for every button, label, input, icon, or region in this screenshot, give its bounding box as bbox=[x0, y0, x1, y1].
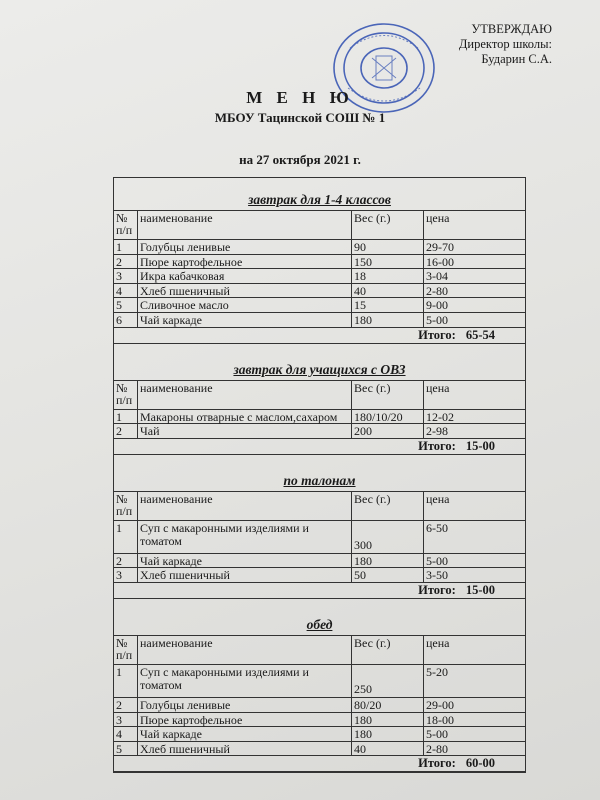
cell-name: Голубцы ленивые bbox=[138, 698, 352, 712]
cell-name: Суп с макаронными изделиями и томатом bbox=[138, 665, 352, 697]
cell-weight: 15 bbox=[352, 298, 424, 312]
cell-weight: 40 bbox=[352, 742, 424, 756]
section-title bbox=[114, 350, 525, 381]
cell-num: 5 bbox=[114, 742, 138, 756]
cell-num: 2 bbox=[114, 554, 138, 568]
cell-name: Пюре картофельное bbox=[138, 713, 352, 727]
cell-name: Пюре картофельное bbox=[138, 255, 352, 269]
cell-price: 5-20 bbox=[426, 664, 448, 679]
cell-num: 1 bbox=[114, 665, 138, 697]
total-label: Итого: bbox=[418, 438, 456, 453]
cell-price: 2-98 bbox=[426, 424, 448, 439]
menu-section bbox=[114, 605, 525, 772]
table-header-row bbox=[114, 211, 525, 240]
cell-weight: 40 bbox=[352, 284, 424, 298]
section-title-text: завтрак для учащихся с ОВЗ bbox=[233, 361, 406, 377]
menu-date: на 27 октября 2021 г. bbox=[239, 152, 361, 167]
section-title-text: по талонам bbox=[283, 472, 356, 488]
total-value: 60-00 bbox=[465, 756, 495, 771]
total-label: Итого: bbox=[418, 327, 456, 342]
cell-num: 2 bbox=[114, 255, 138, 269]
table-row bbox=[114, 521, 525, 554]
menu-section bbox=[114, 350, 525, 461]
cell-weight: 250 bbox=[352, 665, 424, 697]
table-row bbox=[114, 255, 525, 270]
cell-name: Суп с макаронными изделиями и томатом bbox=[138, 521, 352, 553]
section-title bbox=[114, 178, 525, 211]
table-row bbox=[114, 554, 525, 569]
cell-weight: 180 bbox=[352, 727, 424, 741]
cell-price: 3-04 bbox=[426, 269, 448, 284]
menu-table bbox=[113, 177, 526, 773]
cell-weight: 180 bbox=[352, 554, 424, 568]
table-row bbox=[114, 240, 525, 255]
approval-signatory: Бударин С.А. bbox=[481, 52, 552, 66]
table-row bbox=[114, 424, 525, 439]
section-title bbox=[114, 605, 525, 636]
cell-name: Сливочное масло bbox=[138, 298, 352, 312]
table-header-row bbox=[114, 636, 525, 665]
cell-price: 2-80 bbox=[426, 283, 448, 298]
total-value: 15-00 bbox=[465, 438, 495, 453]
total-value: 65-54 bbox=[465, 327, 495, 342]
cell-weight: 90 bbox=[352, 240, 424, 254]
table-row bbox=[114, 410, 525, 425]
cell-weight: 180/10/20 bbox=[352, 410, 424, 424]
section-title bbox=[114, 461, 525, 492]
cell-num: 3 bbox=[114, 568, 138, 582]
cell-name: Чай каркаде bbox=[138, 313, 352, 327]
table-row bbox=[114, 727, 525, 742]
cell-num: 1 bbox=[114, 410, 138, 424]
cell-price: 5-00 bbox=[426, 553, 448, 568]
cell-num: 4 bbox=[114, 727, 138, 741]
cell-price: 12-02 bbox=[426, 409, 454, 424]
cell-price: 16-00 bbox=[426, 254, 454, 269]
menu-section bbox=[114, 178, 525, 350]
total-label: Итого: bbox=[418, 582, 456, 597]
table-row bbox=[114, 568, 525, 583]
cell-price: 6-50 bbox=[426, 520, 448, 535]
header-num: № п/п bbox=[114, 636, 138, 664]
approval-title: УТВЕРЖДАЮ bbox=[471, 22, 552, 36]
page-title: М Е Н Ю bbox=[246, 88, 354, 107]
section-title-text: завтрак для 1-4 классов bbox=[248, 192, 391, 207]
cell-price: 2-80 bbox=[426, 741, 448, 756]
cell-name: Голубцы ленивые bbox=[138, 240, 352, 254]
approval-block bbox=[459, 22, 552, 67]
cell-weight: 180 bbox=[352, 313, 424, 327]
cell-price: 29-70 bbox=[426, 240, 454, 254]
cell-weight: 300 bbox=[352, 521, 424, 553]
cell-name: Чай bbox=[138, 424, 352, 438]
header-price: цена bbox=[426, 635, 450, 650]
cell-num: 2 bbox=[114, 698, 138, 712]
cell-weight: 200 bbox=[352, 424, 424, 438]
cell-price: 29-00 bbox=[426, 697, 454, 712]
cell-price: 5-00 bbox=[426, 727, 448, 742]
section-title-text: обед bbox=[306, 616, 333, 632]
cell-price: 3-50 bbox=[426, 568, 448, 583]
cell-name: Чай каркаде bbox=[138, 727, 352, 741]
cell-num: 4 bbox=[114, 284, 138, 298]
header-name: наименование bbox=[138, 636, 352, 664]
table-row bbox=[114, 313, 525, 328]
table-header-row bbox=[114, 492, 525, 521]
approval-position: Директор школы: bbox=[458, 37, 552, 51]
cell-price: 5-00 bbox=[426, 312, 448, 327]
table-row bbox=[114, 298, 525, 313]
header-price: цена bbox=[426, 380, 450, 395]
school-name: МБОУ Тацинской СОШ № 1 bbox=[214, 110, 386, 125]
table-row bbox=[114, 713, 525, 728]
total-label: Итого: bbox=[418, 756, 456, 771]
section-total bbox=[114, 756, 525, 772]
table-row bbox=[114, 269, 525, 284]
section-total bbox=[114, 439, 525, 455]
header-name: наименование bbox=[138, 381, 352, 409]
table-header-row bbox=[114, 381, 525, 410]
total-value: 15-00 bbox=[465, 582, 495, 597]
cell-num: 2 bbox=[114, 424, 138, 438]
cell-name: Хлеб пшеничный bbox=[138, 568, 352, 582]
table-row bbox=[114, 284, 525, 299]
cell-weight: 180 bbox=[352, 713, 424, 727]
cell-name: Макароны отварные с маслом,сахаром bbox=[138, 410, 352, 424]
header-weight: Вес (г.) bbox=[352, 381, 424, 409]
cell-name: Хлеб пшеничный bbox=[138, 284, 352, 298]
cell-num: 1 bbox=[114, 521, 138, 553]
cell-weight: 80/20 bbox=[352, 698, 424, 712]
header-name: наименование bbox=[138, 211, 352, 239]
table-row bbox=[114, 665, 525, 698]
table-row bbox=[114, 742, 525, 757]
cell-weight: 18 bbox=[352, 269, 424, 283]
cell-weight: 150 bbox=[352, 255, 424, 269]
header-price: цена bbox=[426, 211, 450, 225]
header-num: № п/п bbox=[114, 381, 138, 409]
cell-name: Икра кабачковая bbox=[138, 269, 352, 283]
section-total bbox=[114, 328, 525, 344]
cell-num: 1 bbox=[114, 240, 138, 254]
header-weight: Вес (г.) bbox=[352, 492, 424, 520]
cell-name: Чай каркаде bbox=[138, 554, 352, 568]
header-num: № п/п bbox=[114, 492, 138, 520]
table-row bbox=[114, 698, 525, 713]
header-weight: Вес (г.) bbox=[352, 211, 424, 239]
menu-section bbox=[114, 461, 525, 605]
cell-weight: 50 bbox=[352, 568, 424, 582]
header-name: наименование bbox=[138, 492, 352, 520]
header-num: № п/п bbox=[114, 211, 138, 239]
cell-name: Хлеб пшеничный bbox=[138, 742, 352, 756]
cell-price: 18-00 bbox=[426, 712, 454, 727]
cell-num: 3 bbox=[114, 269, 138, 283]
header-price: цена bbox=[426, 491, 450, 506]
cell-num: 6 bbox=[114, 313, 138, 327]
cell-num: 5 bbox=[114, 298, 138, 312]
cell-num: 3 bbox=[114, 713, 138, 727]
section-total bbox=[114, 583, 525, 599]
cell-price: 9-00 bbox=[426, 298, 448, 313]
header-weight: Вес (г.) bbox=[352, 636, 424, 664]
